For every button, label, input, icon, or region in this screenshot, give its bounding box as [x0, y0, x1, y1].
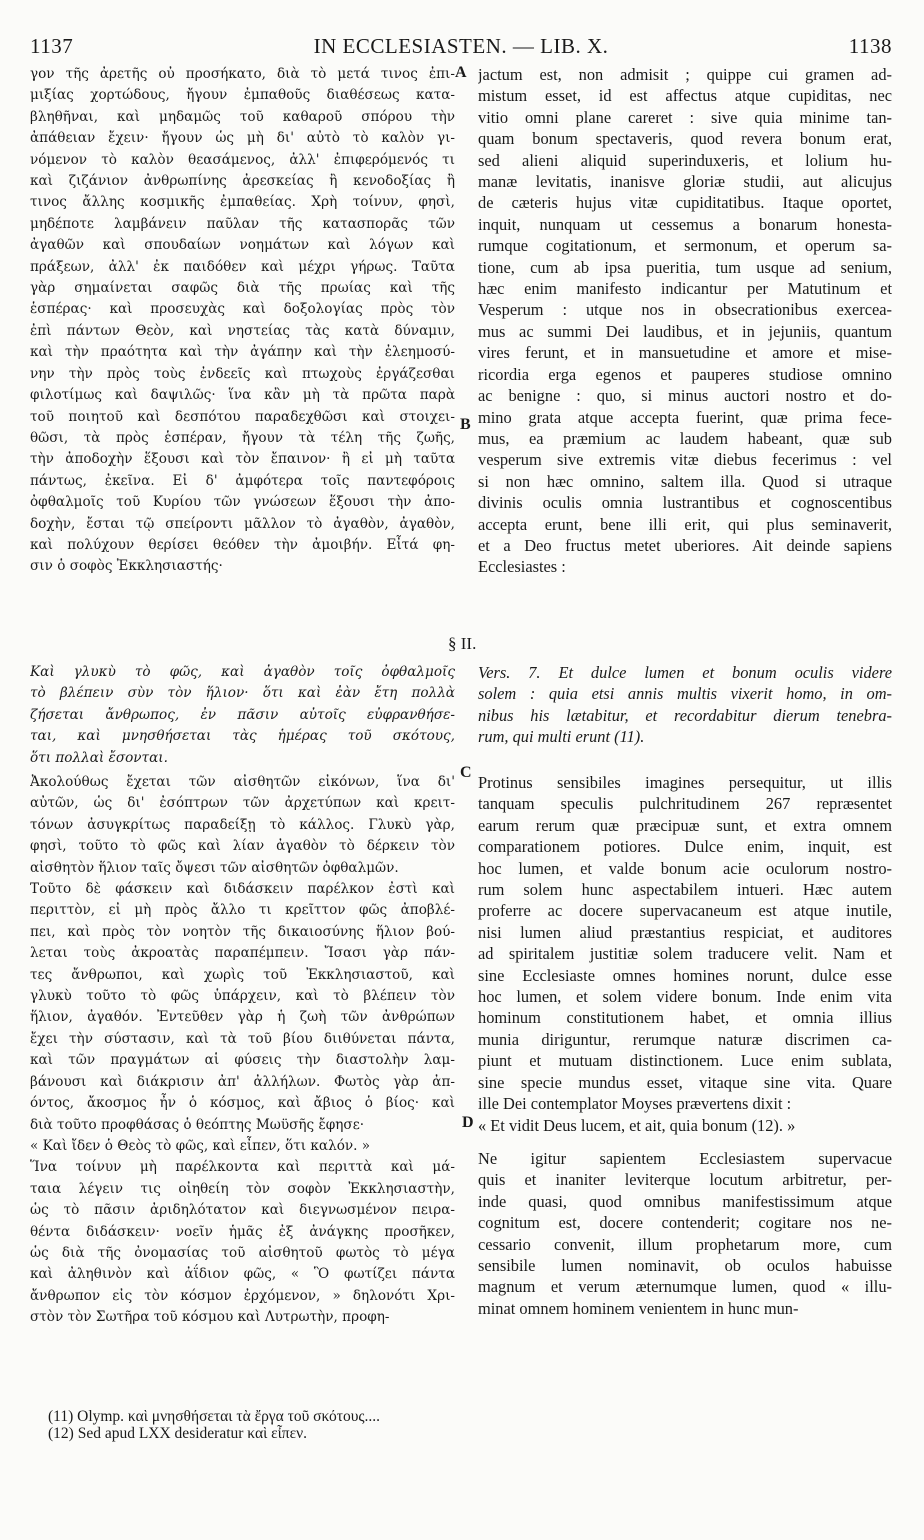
- latin-line: proferre ac docere supervacaneum est atque inutile,: [478, 901, 892, 921]
- greek-line: διὰ τοῦτο προφθάσας ὁ θεόπτης Μωϋσῆς ἔφησε·: [30, 1116, 365, 1133]
- latin-line: mino grata atque accepta fuerint, quæ prima fece-: [478, 407, 892, 427]
- greek-line: αἰσθητὸν ἥλιον ταῖς ὄψεσι τῶν αἰσθητῶν ὀφθαλμῶν.: [30, 859, 399, 876]
- latin-line: jactum est, non admisit ; quippe cui gramen ad-: [478, 65, 892, 84]
- footnote-12: (12) Sed apud LXX desideratur καὶ εἶπεν.: [48, 1425, 308, 1442]
- greek-line: όντος, ἄκοσμος ἦν ὁ κόσμος, καὶ ἄβιος ὁ βίος· καὶ: [30, 1095, 455, 1112]
- margin-marker-d: D: [462, 1114, 474, 1131]
- greek-line: ταια λέγειν τις οἰηθείη τὸν σοφὸν Ἐκκλησιαστὴν,: [30, 1180, 455, 1197]
- latin-verse-line: Vers. 7. Et dulce lumen et bonum oculis videre: [478, 663, 892, 682]
- latin-line: de cæteris hujus vitæ cupiditatibus. Itaque oportet,: [478, 193, 892, 213]
- greek-line: φησὶ, τοῦτο τὸ φῶς καὶ λίαν ἀγαθὸν τὸ δέρκειν τὸν: [30, 838, 455, 855]
- greek-line: δοχὴν, ἔσται τῷ σπείροντι μᾶλλον τὸ ἀγαθὸν, ἀγαθὸν,: [30, 515, 455, 532]
- greek-verse-line: ζήσεται ἄνθρωπος, ἐν πᾶσιν αὐτοῖς εὐφρανθήσε-: [30, 706, 455, 723]
- latin-line: manæ levitatis, inanisve gloriæ studii, aut alicujus: [478, 172, 892, 192]
- latin-verse-line: solem : quia etsi annis multis vixerit homo, in om-: [478, 684, 892, 704]
- greek-line: ἐπὶ πάντων Θεὸν, καὶ νηστείας τὰς κατὰ δύναμιν,: [30, 322, 455, 339]
- greek-line: τόνων ἀσυγκρίτως παραδείξῃ τὸ κάλλος. Γλυκὺ γὰρ,: [30, 816, 455, 833]
- latin-line: inquit, nunquam ut cessemus a bonarum honesta-: [478, 214, 892, 234]
- latin-verse-line: rum, qui multi erunt (11).: [478, 727, 645, 747]
- greek-verse-line: ὅτι πολλαὶ ἔσονται.: [30, 749, 168, 766]
- greek-line: σιν ὁ σοφὸς Ἐκκλησιαστής·: [30, 558, 223, 575]
- greek-line: περιττὸν, εἰ μὴ πρὸς ἄλλο τι κρεῖττον φῶς ἀποβλέ-: [30, 902, 455, 919]
- latin-verse-line: nibus his lætabitur, et recordabitur dierum tenebra-: [478, 705, 892, 725]
- latin-line: minat omnem hominem venientem in hunc mun-: [478, 1298, 799, 1318]
- latin-line: hominum constitutionem habet, et omnia illius: [478, 1008, 892, 1028]
- latin-line: « Et vidit Deus lucem, et ait, quia bonum (12). »: [478, 1115, 796, 1135]
- latin-line: ac benigne : quo, si minus auctori nostro et do-: [478, 386, 892, 406]
- greek-line: ἄνθρωπον εἰς τὸν κόσμον ἐρχόμενον, » δηλονότι Χρι-: [30, 1287, 455, 1304]
- greek-line: μιξίας χορτώδους, ἤγουν ἐμπαθοῦς διαθέσεως κατα-: [30, 87, 455, 104]
- greek-line: καὶ ἀληθινὸν καὶ ἀΐδιον φῶς, « Ὃ φωτίζει πάντα: [30, 1266, 455, 1283]
- latin-line: inde quasi, quod omnibus manifestissimum atque: [478, 1191, 892, 1211]
- greek-line: μηδέποτε λαμβάνειν παῦλαν τῆς κατασπορᾶς τῶν: [30, 215, 455, 232]
- greek-verse: [30, 662, 455, 769]
- greek-line: γλυκὺ τοῦτο τὸ φῶς ὑπάρχειν, καὶ τὸ βλέπειν τὸν: [30, 988, 455, 1005]
- latin-line: mus, ea præmium ac laudem habeant, quæ sub: [478, 428, 892, 448]
- latin-line: hæc enim manifesto indicantur per Matutinum et: [478, 279, 892, 299]
- latin-line: Vesperum : utque nos in obsecrationibus exercea-: [478, 300, 892, 320]
- latin-line: tione, cum ab ipsa pueritia, tum usque ad senium,: [478, 257, 892, 277]
- latin-line: sine specie mundus esset, vitaque sine vita. Quare: [478, 1072, 892, 1092]
- greek-verse-line: ται, καὶ μνησθήσεται τὰς ἡμέρας τοῦ σκότους,: [30, 728, 455, 745]
- latin-line: rumque cogitationum, et sermonum, et operum sa-: [478, 236, 892, 256]
- latin-line: nisi lumen aliud præstantius respiciat, et auditores: [478, 922, 892, 942]
- greek-line: θῶσι, τὰ πρὸς ἑσπέραν, ἤγουν τὰ τέλη τῆς ζωῆς,: [30, 429, 455, 446]
- latin-line: piunt et mutuam distinctionem. Luce enim sublata,: [478, 1051, 892, 1071]
- greek-column-bottom: [30, 772, 455, 1329]
- greek-line: πράξεων, ἀλλ' ἐκ παιδόθεν καὶ μέχρι γήρως. Ταῦτα: [30, 258, 455, 275]
- greek-line: καὶ τὴν πραότητα καὶ τὴν ἀγάπην καὶ τὴν ἐλεημοσύ-: [30, 344, 455, 361]
- greek-line: τες ἄνθρωποι, καὶ χωρὶς τοῦ Ἐκκλησιαστοῦ, καὶ: [30, 966, 455, 983]
- greek-line: τὴν ἀποδοχὴν ἕξουσι καὶ τὸν ἔπαινον· ἢ εἰ μὴ ταῦτα: [30, 451, 455, 468]
- greek-line: βάνουσι καὶ διάκρισιν ἀπ' ἀλλήλων. Φωτὸς γὰρ ἀπ-: [30, 1073, 455, 1090]
- latin-line: vires ferunt, et in mansuetudine et amore et mise-: [478, 343, 892, 363]
- greek-line: γον τῆς ἀρετῆς οὐ προσήκατο, διὰ τὸ μετά τινος ἐπι-: [30, 66, 455, 82]
- greek-line: νην τὴν πρὸς τοὺς ἐνδεεῖς καὶ πτωχοὺς ἐργάζεσθαι: [30, 365, 455, 382]
- greek-line: Ἀκολούθως ἔχεται τῶν αἰσθητῶν εἰκόνων, ἵνα δι': [30, 774, 455, 790]
- latin-line: [478, 1136, 892, 1148]
- latin-line: earum rerum quæ præcipuæ sunt, et extra omnem: [478, 815, 892, 835]
- greek-line: βληθῆναι, καὶ μηδαμῶς τοῦ καθαροῦ σπόρου τὴν: [30, 108, 455, 125]
- latin-line: ad spiritalem justitiæ solem traducere velit. Nam et: [478, 944, 892, 964]
- latin-line: hoc lumen, et solem videre bonum. Inde enim vita: [478, 987, 892, 1007]
- greek-line: τοῦ ποιητοῦ καὶ δεσπότου παραδεχθῶσι καὶ στοιχει-: [30, 408, 455, 425]
- greek-line: ὀφθαλμοῖς τοῦ Κυρίου τῶν γνώσεων ἕξουσι τὴν ἀπο-: [30, 494, 455, 511]
- greek-line: τινος ἄλλης κοσμικῆς ἐμπαθείας. Χρὴ τοίνυν, φησὶ,: [30, 194, 455, 211]
- latin-line: cessario convenit, illum prophetarum more, cum: [478, 1234, 892, 1254]
- greek-line: γὰρ σημαίνεται σαφῶς διὰ τῆς πρωίας καὶ τῆς: [30, 280, 455, 297]
- latin-line: Ecclesiastes :: [478, 557, 566, 577]
- greek-column-top: [30, 64, 455, 578]
- latin-line: rum solem hunc aspectabilem intueri. Hæc autem: [478, 880, 892, 900]
- greek-line: καὶ πολύχουν θερίσει θεόθεν τὴν ἀμοιβήν. Εἶτά φη-: [30, 536, 455, 553]
- margin-marker-b: B: [460, 416, 471, 433]
- latin-line: munia diriguntur, rerumque naturæ discrimen ca-: [478, 1029, 892, 1049]
- margin-marker-a: A: [455, 64, 467, 81]
- latin-line: quis et inaniter leviterque locutum arbitretur, per-: [478, 1170, 892, 1190]
- greek-line: Τοῦτο δὲ φάσκειν καὶ διδάσκειν παρέλκον ἐστὶ καὶ: [30, 881, 455, 898]
- greek-line: φιλοτίμως καὶ δαψιλῶς· ἵνα κἂν μὴ τὰ πρῶτα παρὰ: [30, 387, 455, 404]
- latin-verse: [478, 662, 892, 748]
- greek-line: στὸν τὸν Σωτῆρα τοῦ κόσμου καὶ Λυτρωτὴν, προφη-: [30, 1309, 390, 1326]
- latin-line: et a Deo fructus metet uberiores. Ait deinde sapiens: [478, 535, 892, 555]
- page-header: [30, 34, 892, 64]
- greek-line: νόμενον τὸ καλὸν θεασάμενος, ἀλλ' ἐπιφερόμενός τι: [30, 151, 455, 168]
- greek-line: ὡς διὰ τῆς ὀνομασίας τοῦ αἰσθητοῦ φωτὸς τὸ μέγα: [30, 1244, 455, 1261]
- latin-line: sine Ecclesiaste omnes homines norunt, dulce esse: [478, 965, 892, 985]
- greek-line: πάντως, ἐκεῖνα. Εἰ δ' ἀμφότερα τοῖς παντεφόροις: [30, 472, 455, 489]
- greek-line: αὐτῶν, ὡς δι' ἐσόπτρων τῶν ἀρχετύπων καὶ κρειτ-: [30, 795, 455, 812]
- latin-line: divinis oculis omnia lustrantibus et cognoscentibus: [478, 493, 892, 513]
- latin-line: accepta erunt, bene illi erit, qui plus seminaverit,: [478, 514, 892, 534]
- greek-line: ἀπάθειαν ἔχειν· ἤγουν ὡς μὴ δι' αὐτὸ τὸ καλὸν γι-: [30, 130, 455, 147]
- greek-line: ἑσπέρας· καὶ προσευχὰς καὶ δοξολογίας πρὸς τὸν: [30, 301, 455, 318]
- greek-line: λεται τοὺς ἀκροατὰς παραπέμπειν. Ἴσασι γὰρ πάν-: [30, 945, 455, 962]
- section-heading: § II.: [448, 634, 477, 653]
- latin-line: magnum et verum æternumque lumen, quod « illu-: [478, 1277, 892, 1297]
- greek-line: ἀγαθῶν καὶ σπουδαίων νοημάτων καὶ λόγων καὶ: [30, 237, 455, 254]
- greek-line: Ἵνα τοίνυν μὴ παρέλκοντα καὶ περιττὰ καὶ μά-: [30, 1159, 455, 1176]
- greek-verse-line: τὸ βλέπειν σὺν τὸν ἥλιον· ὅτι καὶ ἐὰν ἔτη πολλὰ: [30, 685, 455, 702]
- latin-column-top: [478, 64, 892, 578]
- latin-line: vitio omni plane careret : sive quia minime tan-: [478, 107, 892, 127]
- greek-line: θέντα διδάσκειν· νοεῖν ἡμᾶς ἐξ ἀνάγκης προσῆκεν,: [30, 1223, 455, 1240]
- greek-line: καὶ ζιζάνιον ἀνθρωπίνης ἀρεσκείας ἢ κενοδοξίας ἢ: [30, 173, 455, 190]
- latin-line: quam bonum spectaveris, quod revera bonum erat,: [478, 129, 892, 149]
- greek-line: ἥλιον, ἀγαθόν. Ἐντεῦθεν γὰρ ἡ ζωὴ τῶν ἀνθρώπων: [30, 1009, 455, 1026]
- greek-line: καὶ τῶν πραγμάτων αἱ φύσεις τὴν διαστολὴν λαμ-: [30, 1052, 455, 1069]
- latin-line: ricordia erga egenos et pauperes studiose omnino: [478, 364, 892, 384]
- latin-line: ille Dei contemplator Moyses prævertens dixit :: [478, 1094, 792, 1114]
- greek-line: « Καὶ ἴδεν ὁ Θεὸς τὸ φῶς, καὶ εἶπεν, ὅτι καλόν. »: [30, 1137, 371, 1154]
- latin-line: Ne igitur sapientem Ecclesiastem supervacue: [478, 1148, 892, 1168]
- latin-line: mus ac summi Dei laudibus, et in jejuniis, quantum: [478, 321, 892, 341]
- latin-line: sensibile lumen nominavit, ob oculos habuisse: [478, 1255, 892, 1275]
- footnotes: [48, 1408, 908, 1442]
- margin-marker-c: C: [460, 764, 472, 781]
- greek-verse-line: Καὶ γλυκὺ τὸ φῶς, καὶ ἀγαθὸν τοῖς ὀφθαλμοῖς: [30, 664, 455, 680]
- latin-line: tanquam speculis pulchritudinem 267 repræsentet: [478, 794, 892, 814]
- latin-column-bottom: [478, 772, 892, 1319]
- latin-line: si non hæc omnino, saltem illa. Quod si utraque: [478, 471, 892, 491]
- greek-line: ἔχει τὴν σύστασιν, καὶ τὰ τοῦ βίου διιθύνεται πάντα,: [30, 1030, 455, 1047]
- page-number-left: 1137: [30, 34, 74, 58]
- footnote-11: (11) Olymp. καὶ μνησθήσεται τὰ ἔργα τοῦ σκότους....: [48, 1408, 381, 1425]
- running-title: IN ECCLESIASTEN. — LIB. X.: [313, 34, 609, 58]
- page-number-right: 1138: [848, 34, 892, 58]
- latin-line: hoc lumen, et valde bonum acie oculorum nostro-: [478, 858, 892, 878]
- latin-line: mistum esset, id est affectus atque cupiditas, nec: [478, 86, 892, 106]
- latin-line: vesperum sive extremis vitæ diebus fecerimus : vel: [478, 450, 892, 470]
- latin-line: cognitum est, docere contenderit; cogitare nos ne-: [478, 1213, 892, 1233]
- latin-line: comparationem potiores. Dulce enim, inquit, est: [478, 837, 892, 857]
- greek-line: πει, καὶ πρὸς τὸν νοητὸν τῆς δικαιοσύνης ἥλιον βού-: [30, 923, 455, 940]
- greek-line: ὡς τὸ πᾶσιν ἀριδηλότατον καὶ διεγνωσμένον πειρα-: [30, 1202, 455, 1219]
- latin-line: Protinus sensibiles imagines persequitur, ut illis: [478, 773, 892, 792]
- latin-line: sed alieni aliquid superinduxeris, et lolium hu-: [478, 150, 892, 170]
